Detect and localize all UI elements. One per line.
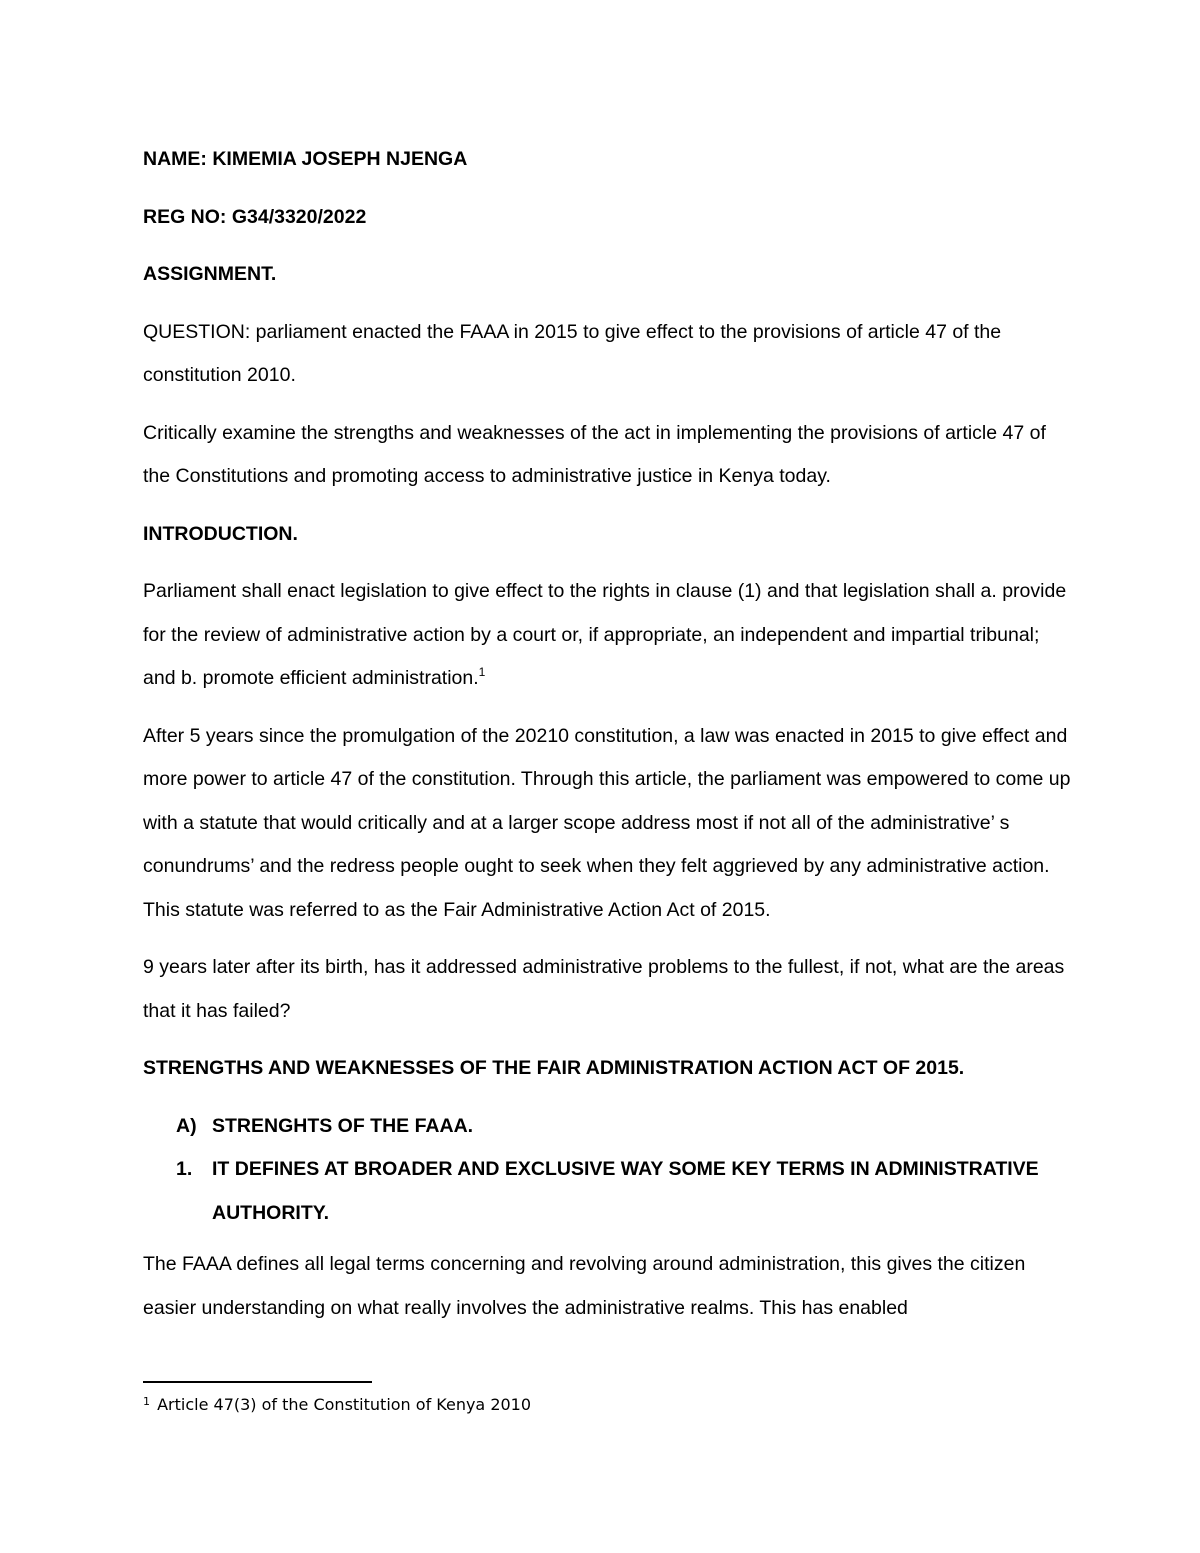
footnote-reference: 1 — [478, 665, 486, 679]
list-item-text: IT DEFINES AT BROADER AND EXCLUSIVE WAY SOME KEY TERMS IN ADMINISTRATIVE AUTHORITY. — [212, 1158, 1039, 1224]
strengths-weaknesses-heading: STRENGTHS AND WEAKNESSES OF THE FAIR ADMINISTRATION ACTION ACT OF 2015. — [143, 1057, 965, 1079]
question-instruction: Critically examine the strengths and weaknesses of the act in implementing the provisions of article 47 of the Constitutions and promoting access to administrative justice in Kenya today. — [143, 421, 1046, 487]
introduction-paragraph-2: After 5 years since the promulgation of the 20210 constitution, a law was enacted in 2015 to give effect and more power to article 47 of the constitution. Through this article, the parliament was empowered to come up with a statute that would critically and at a larger scope address most if not all of the administrative’ s conundrums’ and the redress people ought to seek when they felt aggrieved by any administrative action. This statute was referred to as the Fair Administrative Action Act of 2015. — [143, 724, 1071, 921]
list-item-marker: A) — [176, 1114, 197, 1137]
registration-number: REG NO: G34/3320/2022 — [143, 205, 367, 228]
footnote-number: 1 — [143, 1395, 150, 1408]
document-body — [143, 138, 1073, 1344]
assignment-label: ASSIGNMENT. — [143, 263, 277, 285]
footnote-separator — [143, 1381, 372, 1383]
strengths-body-paragraph: The FAAA defines all legal terms concerning and revolving around administration, this gives the citizen easier understanding on what really involves the administrative realms. This has enabled — [143, 1253, 1026, 1319]
introduction-paragraph-1 — [143, 570, 1073, 701]
strengths-list — [143, 1105, 1073, 1236]
introduction-paragraph-1-text: Parliament shall enact legislation to give effect to the rights in clause (1) and that legislation shall a. provide for the review of administrative action by a court or, if appropriate, an independent and impartial tribunal; and b. promote efficient administration. — [143, 580, 1067, 689]
list-item-text: STRENGHTS OF THE FAAA. — [212, 1114, 474, 1137]
list-item-marker: 1. — [176, 1158, 193, 1180]
footnote-text: Article 47(3) of the Constitution of Kenya 2010 — [157, 1395, 532, 1414]
introduction-paragraph-3: 9 years later after its birth, has it addressed administrative problems to the fullest, if not, what are the areas that it has failed? — [143, 956, 1065, 1022]
question-text: QUESTION: parliament enacted the FAAA in 2015 to give effect to the provisions of article 47 of the constitution 2010. — [143, 320, 1002, 386]
footnote — [143, 1391, 531, 1416]
introduction-heading: INTRODUCTION. — [143, 522, 298, 545]
student-name: NAME: KIMEMIA JOSEPH NJENGA — [143, 148, 468, 170]
list-item — [143, 1148, 1073, 1235]
list-item — [143, 1105, 1073, 1149]
